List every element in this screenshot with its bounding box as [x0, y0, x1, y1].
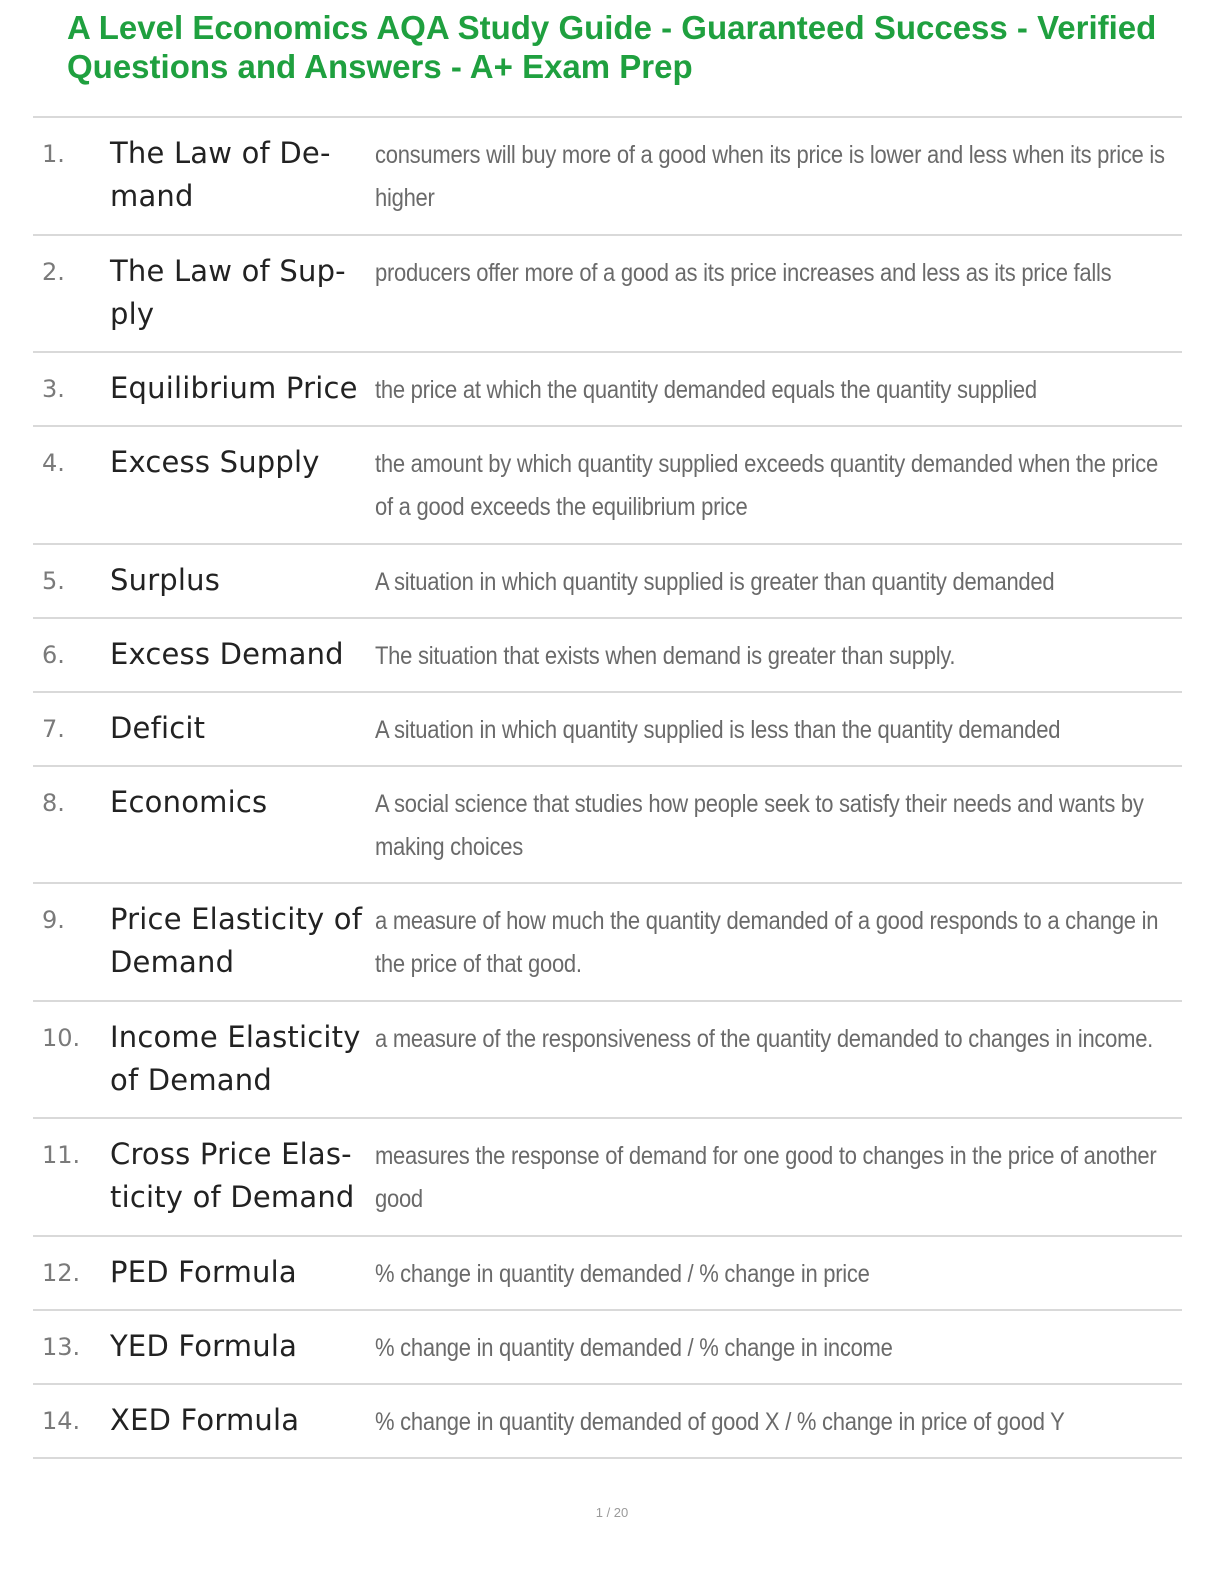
definition: A social science that studies how people seek to satisfy their needs and wants by making choices: [375, 789, 1144, 861]
definition: consumers will buy more of a good when its price is lower and less when its price is higher: [375, 141, 1165, 212]
term: Price Elasticity of Demand: [110, 902, 363, 979]
definition: % change in quantity demanded of good X / % change in price of good Y: [375, 1407, 1065, 1436]
item-number: 12.: [42, 1258, 81, 1287]
definition: producers offer more of a good as its price increases and less as its price falls: [375, 258, 1112, 287]
item-number: 7.: [42, 714, 65, 743]
list-item: [33, 1311, 1182, 1385]
list-item: [33, 545, 1182, 619]
list-item: [33, 118, 1182, 236]
item-number: 9.: [42, 906, 65, 934]
item-number: 3.: [42, 375, 65, 403]
definition: the amount by which quantity supplied exceeds quantity demanded when the price of a good exceeds the equilibrium price: [375, 450, 1158, 521]
term: Excess Supply: [110, 445, 320, 479]
item-number: 14.: [42, 1406, 81, 1435]
list-item: [33, 1002, 1182, 1120]
definition: a measure of how much the quantity demanded of a good responds to a change in the price of that good.: [375, 907, 1159, 978]
definition: a measure of the responsiveness of the quantity demanded to changes in income.: [375, 1024, 1154, 1053]
definition: A situation in which quantity supplied is greater than quantity demanded: [375, 567, 1055, 596]
list-item: [33, 1237, 1182, 1311]
term: Deficit: [110, 710, 206, 745]
term: Income Elasticity of Demand: [110, 1019, 361, 1097]
list-item: [33, 1385, 1182, 1459]
item-number: 6.: [42, 640, 65, 669]
list-item: [33, 427, 1182, 545]
term: The Law of Sup- ply: [110, 253, 346, 331]
list-item: [33, 767, 1182, 885]
list-item: [33, 693, 1182, 767]
page-title: A Level Economics AQA Study Guide - Guaranteed Success - Verified Questions and Answers - A+ Exam Prep: [67, 9, 1157, 85]
list-item: [33, 236, 1182, 354]
page-number: 1 / 20: [595, 1505, 629, 1520]
term: Surplus: [110, 562, 221, 597]
term: The Law of De- mand: [110, 136, 331, 213]
term: XED Formula: [110, 1402, 300, 1437]
item-number: 5.: [42, 566, 65, 595]
list-item: [33, 1119, 1182, 1237]
definition: % change in quantity demanded / % change in price: [375, 1259, 870, 1288]
definition: A situation in which quantity supplied is less than the quantity demanded: [375, 715, 1061, 744]
definition: % change in quantity demanded / % change in income: [375, 1333, 893, 1362]
list-item: [33, 884, 1182, 1002]
definition: the price at which the quantity demanded equals the quantity supplied: [375, 376, 1037, 404]
definition: The situation that exists when demand is greater than supply.: [375, 641, 956, 670]
item-number: 8.: [42, 788, 65, 817]
item-number: 4.: [42, 449, 65, 477]
item-number: 13.: [42, 1332, 81, 1361]
term: Economics: [110, 784, 268, 819]
term: Equilibrium Price: [110, 371, 358, 405]
item-number: 2.: [42, 257, 65, 286]
term: Excess Demand: [110, 636, 344, 671]
flashcard-list: [33, 116, 1182, 1459]
item-number: 10.: [42, 1023, 81, 1052]
item-number: 1.: [42, 140, 65, 168]
item-number: 11.: [42, 1141, 81, 1169]
term: YED Formula: [110, 1328, 298, 1363]
list-item: [33, 353, 1182, 427]
list-item: [33, 619, 1182, 693]
term: PED Formula: [110, 1254, 297, 1289]
definition: measures the response of demand for one good to changes in the price of another good: [375, 1142, 1157, 1213]
term: Cross Price Elas- ticity of Demand: [110, 1137, 355, 1214]
